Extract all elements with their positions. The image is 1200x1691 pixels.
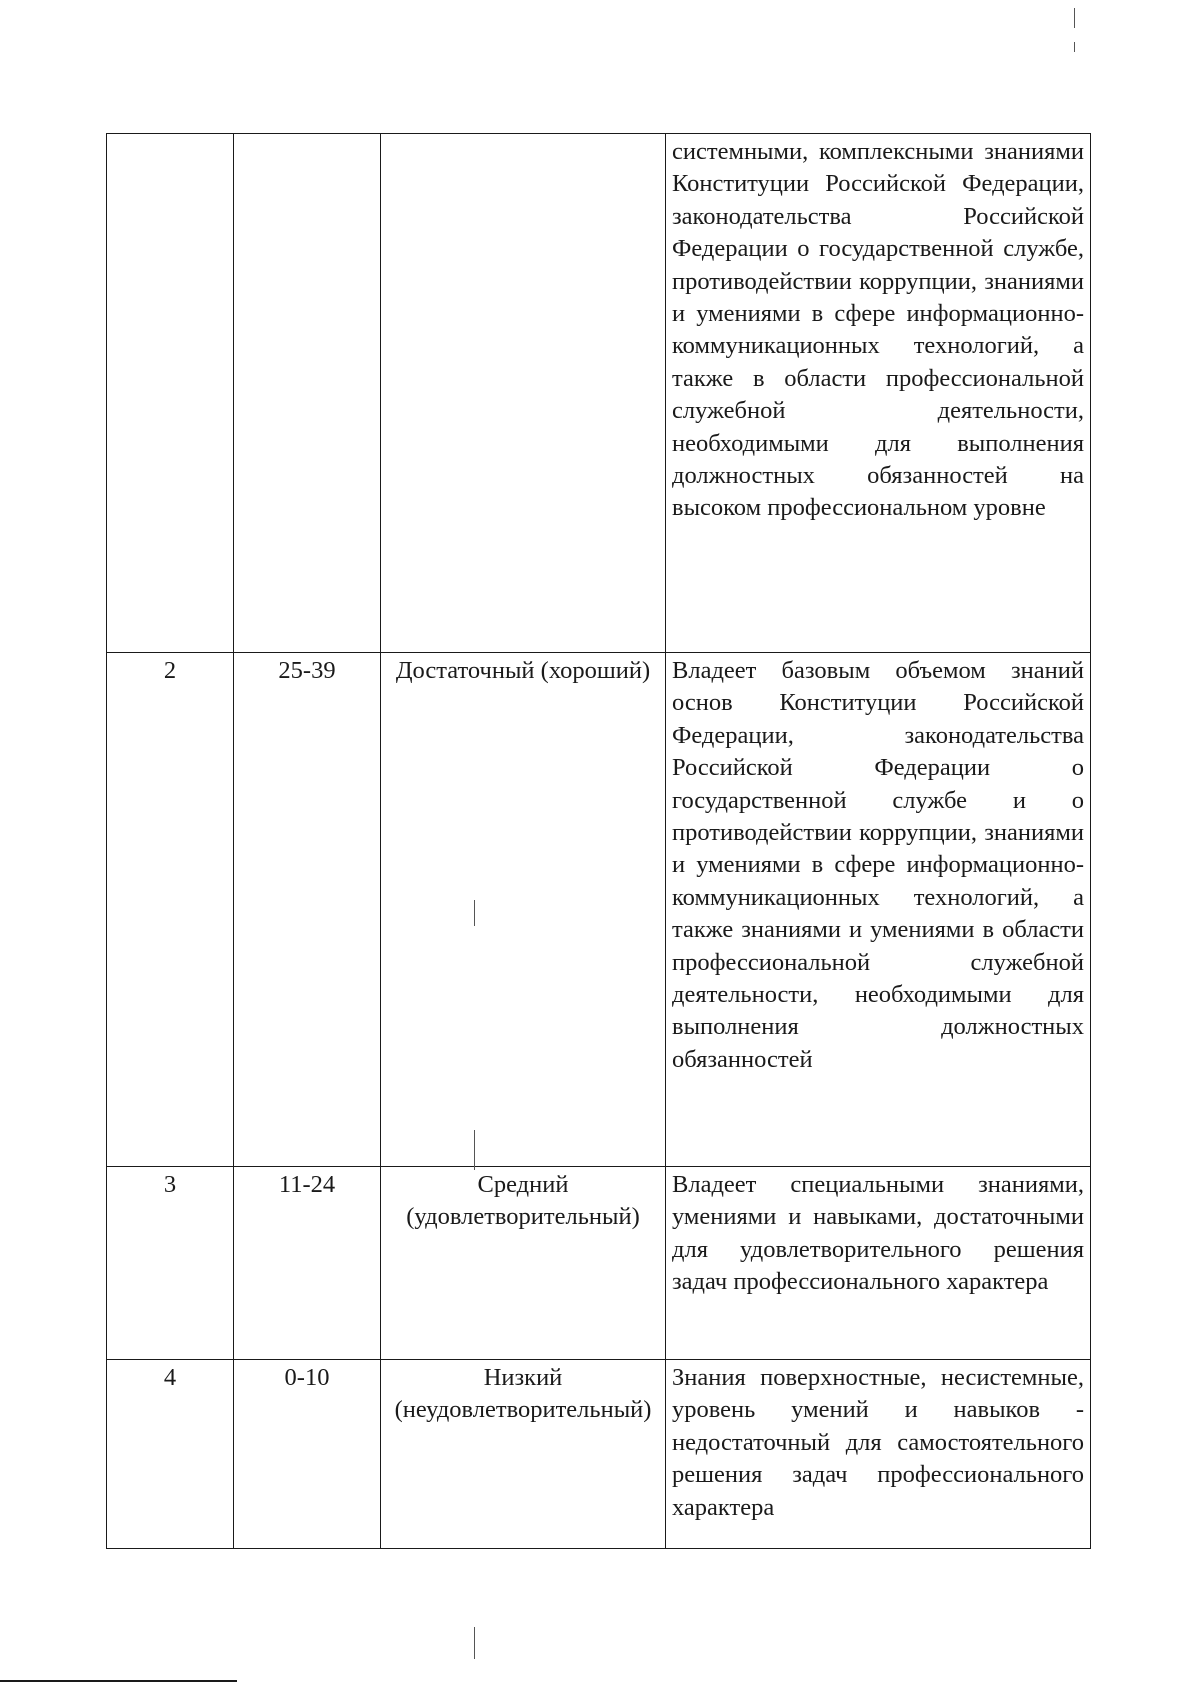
table-row (107, 653, 1091, 1167)
table-row (107, 1167, 1091, 1360)
level-cell: Средний (удовлетворительный) (381, 1167, 666, 1360)
table-row (107, 134, 1091, 653)
description-cell: Владеет базовым объемом знаний основ Конституции Российской Федерации, законодательства Российской Федерации о государственной службе и о противодействии коррупции, знаниями и умениями в сфере информационно-коммуникационных технологий, а также знаниями и умениями в области профессиональной служебной деятельности, необходимыми для выполнения должностных обязанностей (666, 653, 1091, 1167)
level-cell: Низкий (неудовлетворительный) (381, 1360, 666, 1549)
assessment-levels-table (106, 133, 1091, 1549)
row-number-cell: 2 (107, 653, 234, 1167)
scan-artifact-mark (1074, 42, 1075, 52)
description-cell: системными, комплексными знаниями Конституции Российской Федерации, законодательства Российской Федерации о государственной службе, противодействии коррупции, знаниями и умениями в сфере информационно-коммуникационных технологий, а также в области профессиональной служебной деятельности, необходимыми для выполнения должностных обязанностей на высоком профессиональном уровне (666, 134, 1091, 653)
level-cell (381, 134, 666, 653)
points-range-cell: 25-39 (234, 653, 381, 1167)
table-row (107, 1360, 1091, 1549)
row-number-cell: 4 (107, 1360, 234, 1549)
scan-artifact-mark (474, 1627, 475, 1659)
footnote-separator-line (0, 1680, 237, 1682)
scan-artifact-mark (474, 900, 475, 926)
level-cell: Достаточный (хороший) (381, 653, 666, 1167)
description-cell: Владеет специальными знаниями, умениями и навыками, достаточными для удовлетворительного решения задач профессионального характера (666, 1167, 1091, 1360)
row-number-cell: 3 (107, 1167, 234, 1360)
points-range-cell (234, 134, 381, 653)
description-cell: Знания поверхностные, несистемные, уровень умений и навыков - недостаточный для самостоятельного решения задач профессионального характера (666, 1360, 1091, 1549)
points-range-cell: 11-24 (234, 1167, 381, 1360)
scan-artifact-mark (474, 1130, 475, 1170)
points-range-cell: 0-10 (234, 1360, 381, 1549)
row-number-cell (107, 134, 234, 653)
scan-artifact-mark (1074, 8, 1075, 28)
